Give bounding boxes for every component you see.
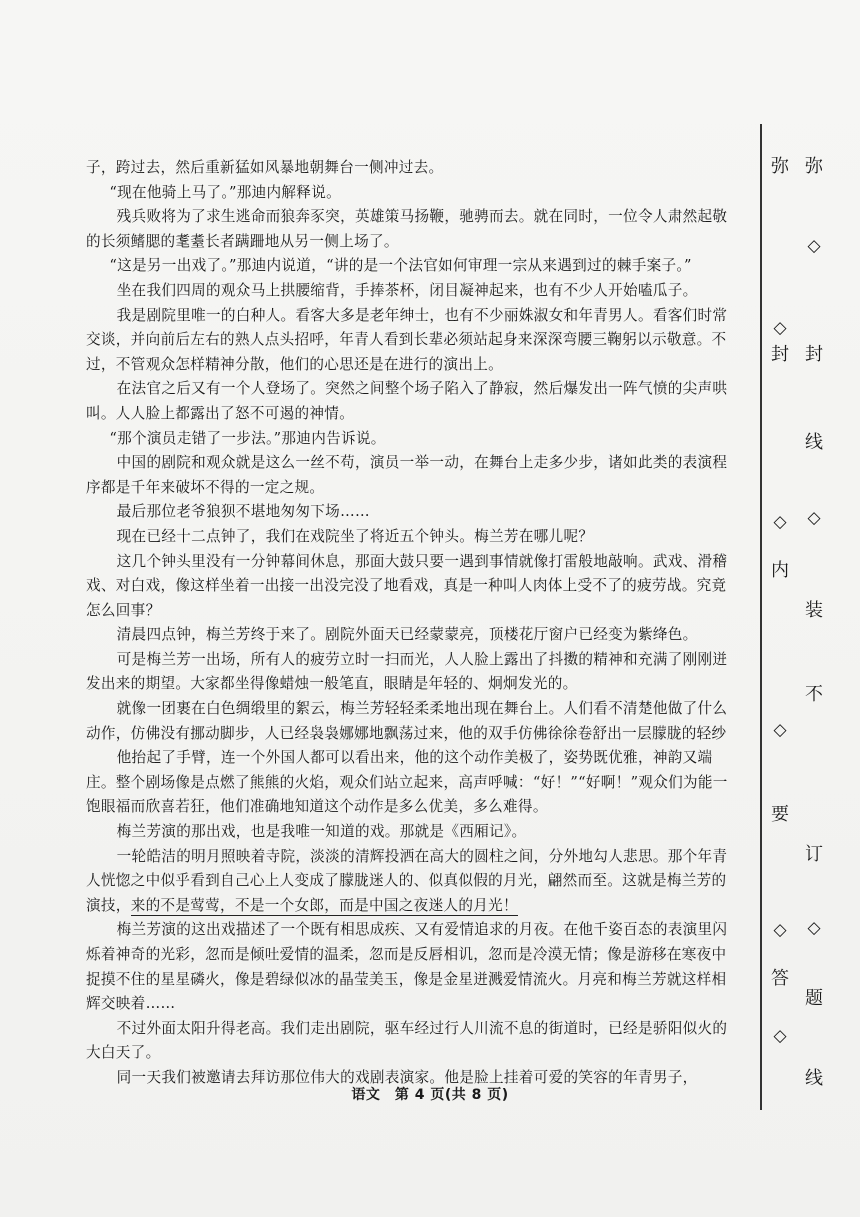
- paragraph: 坐在我们四周的观众马上拱腰缩背，手捧茶杯，闭目凝神起来，也有不少人开始嗑瓜子。: [116, 281, 698, 299]
- paragraph: 最后那位老爷狼狈不堪地匆匆下场……: [116, 503, 370, 521]
- binding-char: 封: [771, 344, 789, 365]
- binding-margin: [760, 124, 854, 1110]
- diamond-icon: ◇: [773, 720, 787, 740]
- paragraph: “那个演员走错了一步法。”那迪内告诉说。: [109, 429, 386, 447]
- paragraph: 中国的剧院和观众就是这么一丝不苟，演员一举一动，在舞台上走多少步，诸如此类的表演程序都是千年来破坏不得的一定之规。: [86, 454, 728, 496]
- paragraph: 这几个钟头里没有一分钟幕间休息，那面大鼓只要一遇到事情就像打雷般地敲响。武戏、滑稽戏、对白戏，像这样坐着一出接一出没完没了地看戏，真是一种叫人肉体上受不了的疲劳战。究竟怎么回事？: [86, 552, 728, 619]
- binding-char: 订: [805, 844, 823, 865]
- diamond-icon: ◇: [773, 318, 787, 338]
- paragraph: 清晨四点钟，梅兰芳终于来了。剧院外面天已经蒙蒙亮，顶楼花厅窗户已经变为紫绛色。: [116, 626, 698, 644]
- diamond-icon: ◇: [773, 512, 787, 532]
- article-body: [86, 156, 736, 1091]
- paragraph: 在法官之后又有一个人登场了。突然之间整个场子陷入了静寂，然后爆发出一阵气愤的尖声哄叫。人人脸上都露出了怒不可遏的神情。: [86, 380, 728, 422]
- diamond-icon: ◇: [807, 508, 821, 528]
- binding-char: 弥: [771, 156, 789, 177]
- binding-char: 封: [805, 344, 823, 365]
- paragraph: 就像一团裹在白色绸缎里的絮云，梅兰芳轻轻柔柔地出现在舞台上。人们看不清楚他做了什么动作，仿佛没有挪动脚步，人已经袅袅娜娜地飘荡过来，他的双手仿佛徐徐卷舒出一层朦胧的轻纱: [86, 700, 728, 742]
- binding-char: 线: [805, 1068, 823, 1089]
- paragraph: 我是剧院里唯一的白种人。看客大多是老年绅士，也有不少丽姝淑女和年青男人。看客们时常交谈，并向前后左右的熟人点头招呼，年青人看到长辈必须站起身来深深弯腰三鞠躬以示敬意。不过，不管观众怎样精神分散，他们的心思还是在进行的演出上。: [86, 306, 728, 373]
- binding-char: 内: [771, 560, 789, 581]
- paragraph: 可是梅兰芳一出场，所有人的疲劳立时一扫而光，人人脸上露出了抖擞的精神和充满了刚刚迸发出来的期望。大家都坐得像蜡烛一般笔直，眼睛是年轻的、炯炯发光的。: [86, 650, 728, 693]
- diamond-icon: ◇: [807, 236, 821, 256]
- paragraph: 不过外面太阳升得老高。我们走出剧院，驱车经过行人川流不息的街道时，已经是骄阳似火的大白天了。: [86, 1019, 728, 1062]
- diamond-icon: ◇: [807, 918, 821, 938]
- paragraph: 残兵败将为了求生逃命而狼奔豕突，英雄策马扬鞭，驰骋而去。就在同时，一位令人肃然起敬的长须鳍腮的耄耋长者蹒跚地从另一侧上场了。: [86, 208, 728, 250]
- paragraph: 梅兰芳演的那出戏，也是我唯一知道的戏。那就是《西厢记》。: [116, 823, 527, 841]
- binding-char: 装: [805, 600, 823, 621]
- binding-char: 要: [771, 804, 789, 825]
- paragraph: 子，跨过去，然后重新猛如风暴地朝舞台一侧冲过去。: [86, 159, 444, 176]
- page-footer: 语文 第 4 页(共 8 页): [351, 1087, 509, 1103]
- binding-char: 弥: [805, 156, 823, 177]
- paragraph: “这是另一出戏了。”那迪内说道，“讲的是一个法官如何审理一宗从来遇到过的棘手案子。”: [109, 257, 692, 275]
- binding-char: 不: [805, 684, 823, 705]
- binding-column-right: [802, 124, 826, 1110]
- paragraph: “现在他骑上马了。”那迪内解释说。: [109, 183, 341, 201]
- paragraph-text: 一轮皓洁的明月照映着寺院，淡淡的清辉投洒在高大的圆柱之间，分外地勾人悲思。那个年青人恍惚之中似乎看到自己心上人变成了朦胧迷人的、似真似假的月光，翩然而至。这就是梅兰芳的演技，: [86, 847, 728, 914]
- diamond-icon: ◇: [773, 920, 787, 940]
- diamond-icon: ◇: [773, 1026, 787, 1046]
- paragraph: 同一天我们被邀请去拜访那位伟大的戏剧表演家。他是脸上挂着可爱的笑容的年青男子，: [116, 1068, 698, 1086]
- binding-char: 线: [805, 432, 823, 453]
- underlined-sentence: 来的不是莺莺，不是一个女郎，而是中国之夜迷人的月光！: [130, 896, 518, 914]
- paragraph-with-underline: [86, 845, 736, 919]
- paragraph: 现在已经十二点钟了，我们在戏院坐了将近五个钟头。梅兰芳在哪儿呢？: [116, 527, 594, 545]
- binding-char: 题: [805, 988, 823, 1009]
- paragraph: 梅兰芳演的这出戏描述了一个既有相思成疾、又有爱情追求的月夜。在他千姿百态的表演里闪烁着神奇的光彩，忽而是倾吐爱情的温柔，忽而是反唇相讥，忽而是冷漠无情；像是游移在寒夜中捉摸不住的星星磷火，像是碧绿似冰的晶莹美玉，像是金星迸溅爱情流火。月亮和梅兰芳就这样相辉交映着……: [86, 921, 728, 1013]
- paragraph: 他抬起了手臂，连一个外国人都可以看出来，他的这个动作美极了，姿势既优雅，神韵又端庄。整个剧场像是点燃了熊熊的火焰，观众们站立起来，高声呼喊：“好！”“好啊！”观众们为能一饱眼福而欣喜若狂，他们准确地知道这个动作是多么优美，多么难得。: [86, 749, 728, 816]
- binding-column-left: [768, 124, 792, 1110]
- binding-char: 答: [771, 968, 789, 989]
